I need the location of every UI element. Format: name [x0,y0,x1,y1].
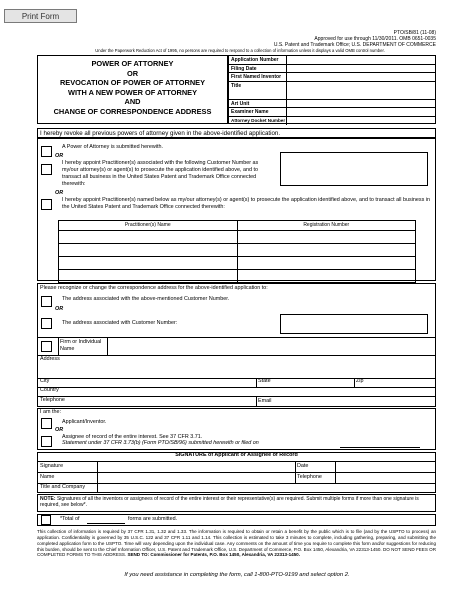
iam-label: I am the: [40,409,61,415]
corr-customer-address-label: The address associated with the above-mentioned Customer Number. [62,296,230,302]
divider [58,337,59,355]
paperwork-notice: Under the Paperwork Reduction Act of 1995, no persons are required to respond to a collection of information unless it displays a valid OMB control number. [95,48,385,53]
practitioner-name-cell[interactable] [59,231,238,243]
table-row [59,270,415,282]
total-forms-input[interactable] [87,523,125,524]
burden-statement [37,529,436,558]
corr-other-customer-checkbox[interactable] [41,318,52,329]
title-field[interactable] [287,82,435,99]
name-label: Name [40,474,55,480]
signature-input[interactable] [98,462,294,471]
practitioner-name-cell[interactable] [59,244,238,256]
total-suffix: forms are submitted. [128,516,178,522]
registration-number-cell[interactable] [238,257,416,269]
telephone-label: Telephone [297,474,322,480]
poa-submitted-checkbox[interactable] [41,146,52,157]
corr-firm-checkbox[interactable] [41,341,52,352]
customer-number-input[interactable] [280,152,428,186]
title-company-label: Title and Company [40,484,86,490]
examiner-name-field[interactable] [287,108,435,116]
form-id: PTO/SB/81 (11-08) [393,30,436,36]
title-line: POWER OF ATTORNEY [91,59,174,68]
state-label: State [258,378,271,384]
send-to-text: SEND TO: Commissioner for Patents, P.O. Box 1450, Alexandria, VA 22313-1450. [127,552,300,558]
practitioner-name-cell[interactable] [59,257,238,269]
table-row [59,231,415,244]
divider [256,378,257,387]
application-number-field[interactable] [287,56,435,64]
or-label: OR [55,153,64,159]
customer-number-checkbox[interactable] [41,164,52,175]
divider [37,472,436,473]
divider [37,396,436,397]
statement-label: Statement under 37 CFR 3.73(b) (Form PTO/SB/96) submitted herewith or filed on [62,440,259,446]
or-label: OR [55,306,64,312]
named-practitioners-checkbox[interactable] [41,199,52,210]
practitioner-name-header: Practitioner(s) Name [59,221,238,230]
title-line: OR [126,68,139,78]
customer-number-label: I hereby appoint Practitioner(s) associated with the following Customer Number as my/our attorney(s) or agent(s) to prosecute the application identified above, and to transact all business in the United States Patent and Trademark Office connected therewith: [62,160,259,187]
signature-heading: SIGNATURE of Applicant or Assignee of Record [175,452,298,458]
examiner-name-label: Examiner Name [229,108,287,116]
signature-label: Signature [40,463,64,469]
docket-number-label: Attorney Docket Number [229,117,287,126]
table-row [59,244,415,257]
divider [37,378,436,379]
named-practitioners-label: I hereby appoint Practitioner(s) named below as my/our attorney(s) or agent(s) to prosecute the application identified above, and to transact all business in the United States Patent and Trademark Office connected therewith: [62,197,430,210]
zip-label: Zip [356,378,364,384]
corr-other-customer-label: The address associated with Customer Number: [62,320,178,326]
registration-number-cell[interactable] [238,270,416,282]
assignee-checkbox[interactable] [41,436,52,447]
first-inventor-label: First Named Inventor [229,73,287,81]
practitioner-table [58,220,416,283]
art-unit-field[interactable] [287,100,435,108]
agency-text: U.S. Patent and Trademark Office; U.S. DEPARTMENT OF COMMERCE [273,42,436,48]
title-line: CHANGE OF CORRESPONDENCE ADDRESS [53,106,212,116]
poa-submitted-label: A Power of Attorney is submitted herewith. [62,144,163,150]
filing-date-field[interactable] [287,65,435,73]
docket-number-field[interactable] [287,117,435,126]
registration-number-header: Registration Number [303,222,350,228]
title-label: Title [229,82,287,99]
divider [37,387,436,388]
divider [256,396,257,407]
or-label: OR [55,190,64,196]
application-number-label: Application Number [229,56,287,64]
total-forms-box [37,514,436,526]
print-form-button[interactable]: Print Form [4,9,77,23]
firm-name-input[interactable] [108,338,435,354]
divider [354,378,355,387]
or-label: OR [55,427,64,433]
applicant-inventor-label: Applicant/Inventor. [62,419,107,425]
filing-date-label: Filing Date [229,65,287,73]
practitioner-name-cell[interactable] [59,270,238,282]
firm-name-label: Firm or Individual Name [60,339,102,352]
correspondence-intro: Please recognize or change the correspondence address for the above-identified application to: [40,285,268,291]
divider [37,483,436,484]
application-info-table [228,55,436,124]
title-line: AND [124,97,141,107]
address-input[interactable] [37,356,436,377]
approved-text: Approved for use through 11/30/2011. OMB 0651-0035 [314,36,436,42]
corr-customer-address-checkbox[interactable] [41,296,52,307]
table-row [59,257,415,270]
address-label: Address [40,356,60,362]
date-label: Date [297,463,309,469]
total-prefix: *Total of [60,516,80,522]
registration-number-cell[interactable] [238,244,416,256]
corr-customer-number-input[interactable] [280,314,428,334]
applicant-inventor-checkbox[interactable] [41,418,52,429]
total-forms-checkbox[interactable] [41,515,51,525]
form-title [37,55,228,124]
note-label: NOTE: [40,496,56,502]
filed-on-line[interactable] [340,447,420,448]
note-body: Signatures of all the inventors or assignees of record of the entire interest or their representative(s) are required. Submit multiple forms if more than one signature is required, see below*. [40,496,419,509]
country-label: Country [40,387,59,393]
city-label: City [40,378,50,384]
note-text [38,495,435,509]
art-unit-label: Art Unit [229,100,287,108]
revoke-statement-box [37,128,436,138]
burden-text: This collection of information is required by 37 CFR 1.31, 1.32 and 1.33. The information is required to obtain or retain a benefit by the public which is to file (and by the USPTO to process) an application. Confidentiality is governed by 35 U.S.C. 122 and 37 CFR 1.11 and 1.14. This collection is estimated to take 3 minutes to complete, including gathering, preparing, and submitting the completed application form to the USPTO. Time will vary depending upon the individual case. Any comments on the amount of time you require to complete this form and/or suggestions for reducing this burden, should be sent to the Chief Information Officer, U.S. Patent and Trademark Office, U.S. Department of Commerce, P.O. Box 1450, Alexandria, VA 22313-1450. DO NOT SEND FEES OR COMPLETED FORMS TO THIS ADDRESS. [37,529,436,558]
telephone-label: Telephone [40,397,65,403]
revoke-statement: I hereby revoke all previous powers of attorney given in the above-identified application. [40,130,281,137]
note-box [37,494,436,512]
registration-number-cell[interactable] [238,231,416,243]
title-line: REVOCATION OF POWER OF ATTORNEY [59,78,206,88]
first-inventor-field[interactable] [287,73,435,81]
assignee-label: Assignee of record of the entire interest. See 37 CFR 3.71. [62,434,203,440]
assistance-footer: If you need assistance in completing the form, call 1-800-PTO-9199 and select option 2. [124,572,350,578]
title-line: WITH A NEW POWER OF ATTORNEY [67,87,198,97]
email-label: Email [258,398,272,404]
